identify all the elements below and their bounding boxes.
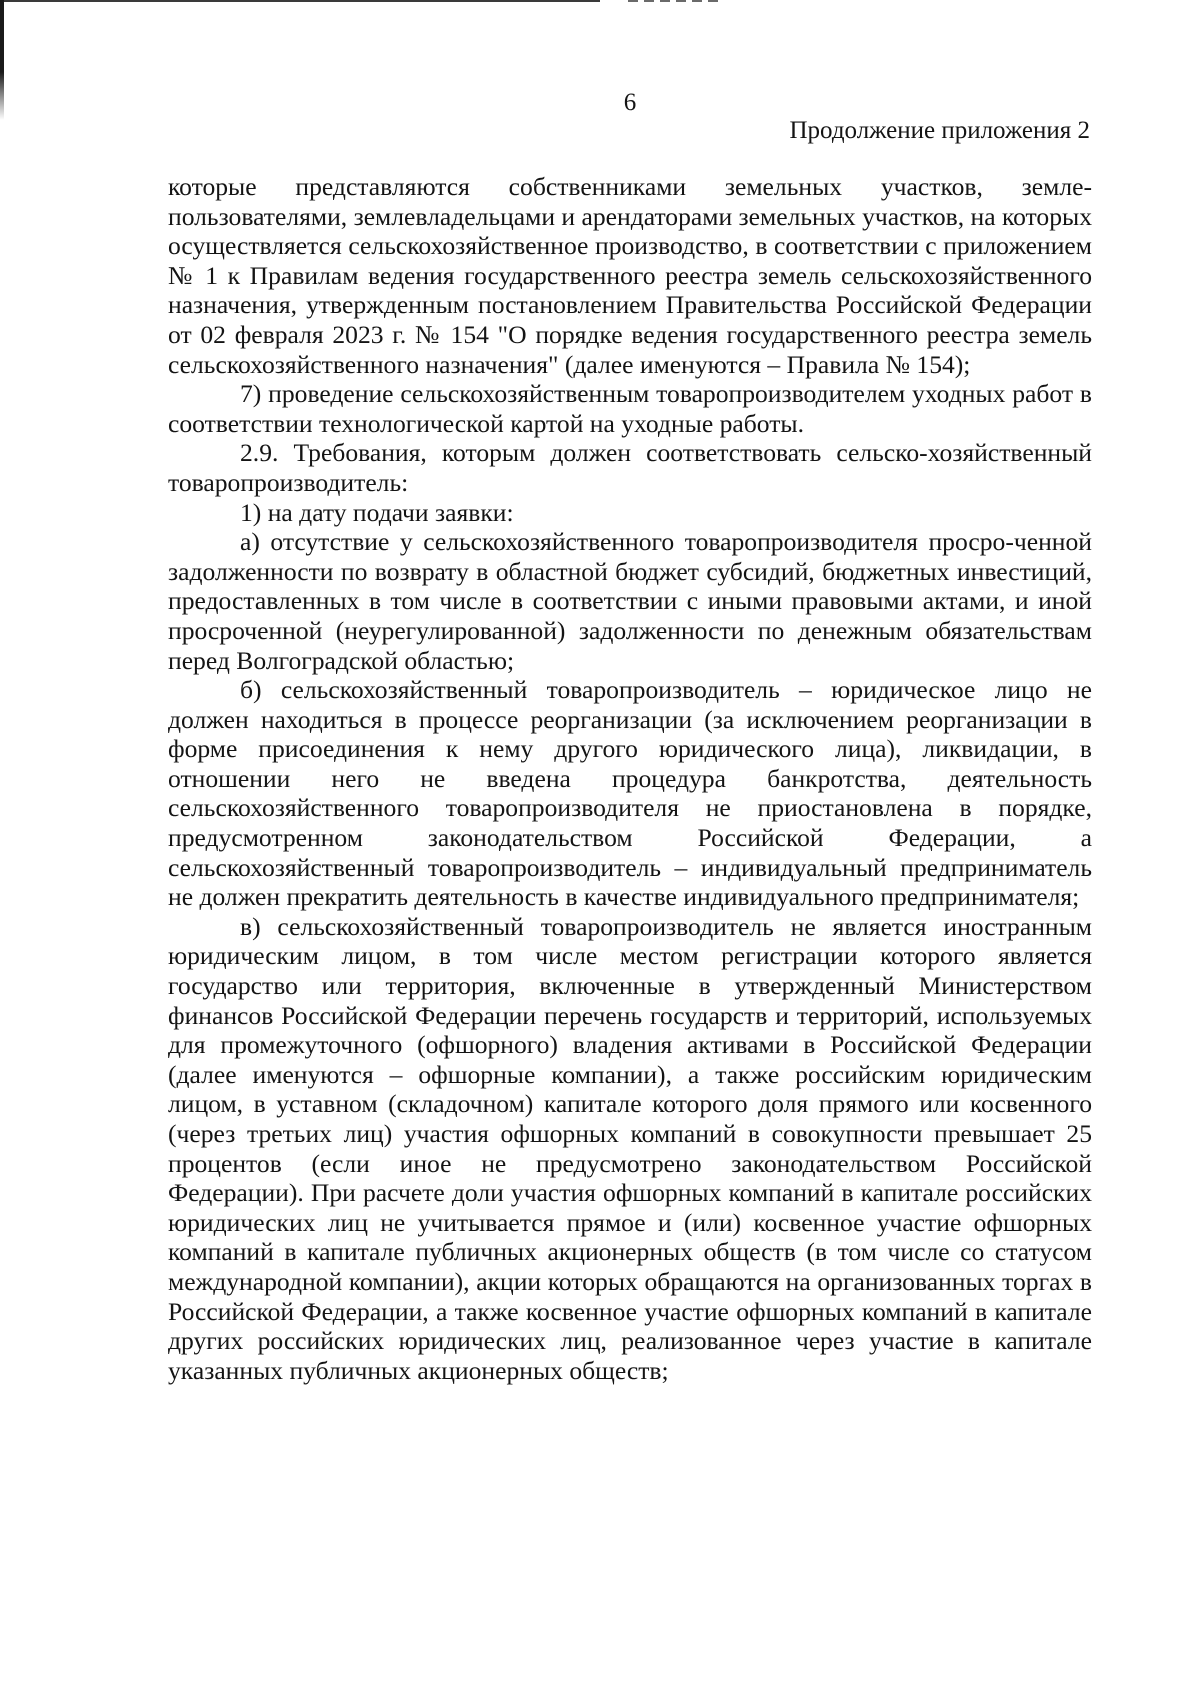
scan-top-dash-mark (628, 0, 718, 2)
paragraph-subitem-b: б) сельскохозяйственный товаропроизводитель – юридическое лицо не должен находиться в процессе реорганизации (за исключением реорганизации в форме присоединения к нему другого юридического лица), ликвидации, в отношении него не введена процедура банкротства, деятельность сельскохозяйственного товаропроизводителя не приостановлена в порядке, предусмотренном законодательством Российской Федерации, а сельскохозяйственный товаропроизводитель – индивидуальный предприниматель не должен прекратить деятельность в качестве индивидуального предпринимателя; (168, 675, 1092, 912)
paragraph-subitem-a: а) отсутствие у сельскохозяйственного товаропроизводителя просро-ченной задолженности по возврату в областной бюджет субсидий, бюджетных инвестиций, предоставленных в том числе в соответствии с иными правовыми актами, и иной просроченной (неурегулированной) задолженности по денежным обязательствам перед Волгоградской областью; (168, 527, 1092, 675)
page-number: 6 (623, 89, 637, 116)
appendix-continuation-note: Продолжение приложения 2 (789, 117, 1090, 144)
scan-top-edge-line (0, 0, 600, 2)
document-body (168, 172, 1092, 1385)
paragraph-subitem-v: в) сельскохозяйственный товаропроизводитель не является иностранным юридическим лицом, в том числе местом регистрации которого является государство или территория, включенные в утвержденный Министерством финансов Российской Федерации перечень государств и территорий, используемых для промежуточного (офшорного) владения активами в Российской Федерации (далее именуются – офшорные компании), а также российским юридическим лицом, в уставном (складочном) капитале которого доля прямого или косвенного (через третьих лиц) участия офшорных компаний в совокупности превышает 25 процентов (если иное не предусмотрено законодательством Российской Федерации). При расчете доли участия офшорных компаний в капитале российских юридических лиц не учитывается прямое и (или) косвенное участие офшорных компаний в капитале публичных акционерных обществ (в том числе со статусом международной компании), акции которых обращаются на организованных торгах в Российской Федерации, а также косвенное участие офшорных компаний в капитале других российских юридических лиц, реализованное через участие в капитале указанных публичных акционерных обществ; (168, 911, 1092, 1385)
paragraph-item-7: 7) проведение сельскохозяйственным товаропроизводителем уходных работ в соответствии технологической картой на уходные работы. (168, 379, 1092, 438)
paragraph-section-2-9: 2.9. Требования, которым должен соответствовать сельско-хозяйственный товаропроизводитель: (168, 438, 1092, 497)
paragraph-continuation: которые представляются собственниками земельных участков, земле-пользователями, землевладельцами и арендаторами земельных участков, на которых осуществляется сельскохозяйственное производство, в соответствии с приложением № 1 к Правилам ведения государственного реестра земель сельскохозяйственного назначения, утвержденным постановлением Правительства Российской Федерации от 02 февраля 2023 г. № 154 "О порядке ведения государственного реестра земель сельскохозяйственного назначения" (далее именуются – Правила № 154); (168, 172, 1092, 379)
paragraph-subitem-1: 1) на дату подачи заявки: (240, 497, 514, 527)
